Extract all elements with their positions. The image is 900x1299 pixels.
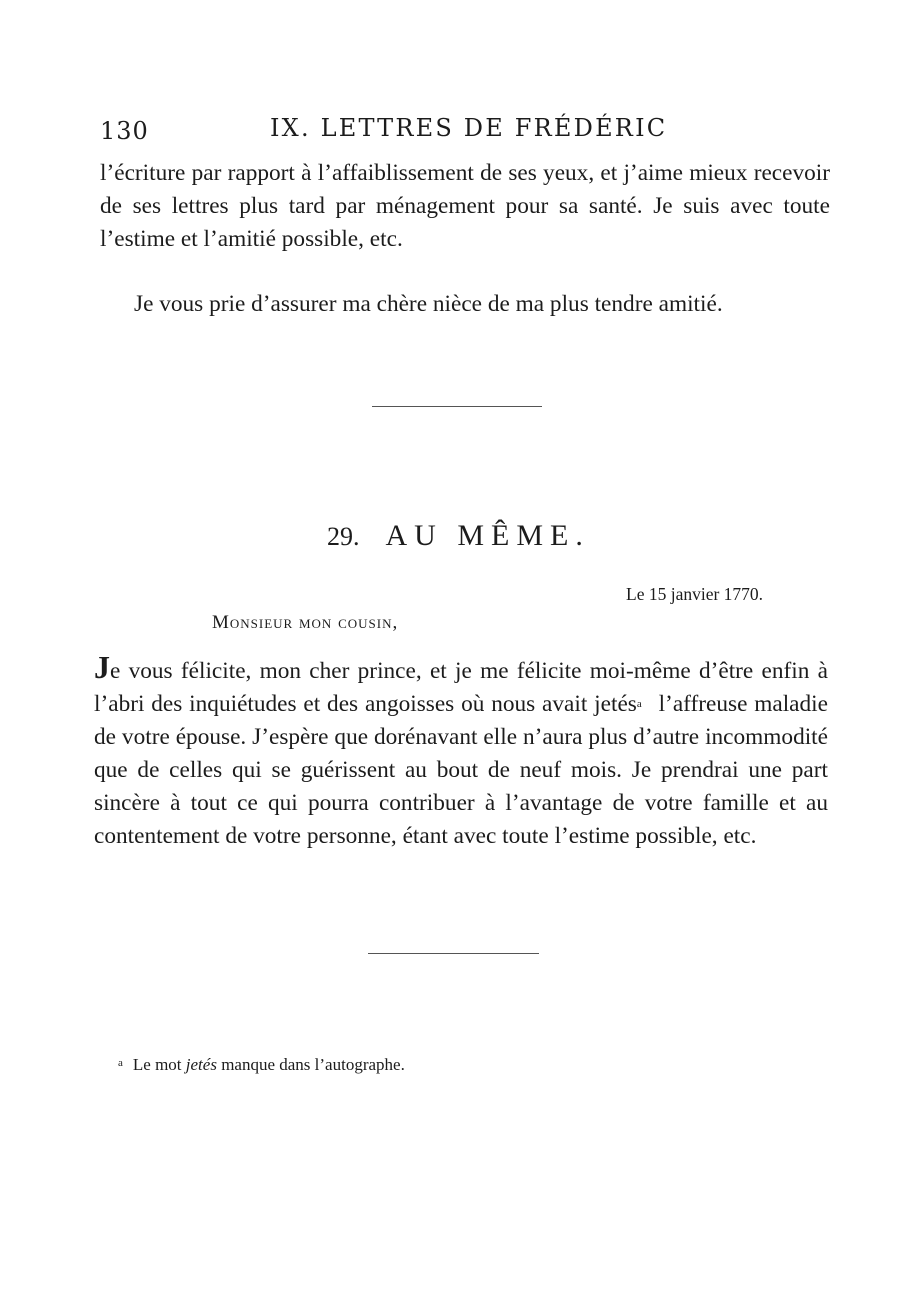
running-head: IX. LETTRES DE FRÉDÉRIC — [270, 114, 668, 142]
previous-letter-closing: l’écriture par rapport à l’affaiblissement de ses yeux, et j’aime mieux recevoir de ses lettres plus tard par ménagement pour sa santé. Je suis avec toute l’estime et l’amitié possible, etc. — [100, 160, 830, 252]
letter-heading — [327, 519, 590, 553]
section-divider — [372, 406, 542, 407]
footnote-text-after: manque dans l’autographe. — [216, 1055, 405, 1074]
footnote — [118, 1055, 405, 1075]
letter-salutation: Monsieur mon cousin, — [212, 612, 399, 633]
letter-body-text-continued: l’affreuse maladie de votre épouse. J’espère que dorénavant elle n’aura plus d’autre incommodité que de celles qui se guérissent au bout de neuf mois. Je prendrai une part sincère à tout ce qui pourra contribuer à l’avantage de votre famille et au contentement de votre personne, étant avec toute l’estime possible, etc. — [94, 691, 828, 849]
footnote-text-before: Le mot — [132, 1055, 186, 1074]
section-divider-end — [368, 953, 539, 954]
letter-body-text: Je vous félicite, mon cher prince, et je me félicite moi-même d’être enfin à l’abri des inquiétudes et des angoisses où nous avait jetés — [94, 649, 828, 717]
letter-dateline: Le 15 janvier 1770. — [626, 584, 764, 604]
letter-title: AU MÊME. — [385, 519, 590, 552]
footnote-reference: a — [636, 698, 642, 710]
page-number: 130 — [100, 117, 149, 145]
letter-number: 29. — [327, 522, 360, 551]
footnote-italic-word: jetés — [185, 1055, 217, 1074]
letter-body — [94, 651, 828, 853]
footnote-marker: a — [118, 1057, 123, 1069]
postscript: Je vous prie d’assurer ma chère nièce de ma plus tendre amitié. — [134, 291, 723, 317]
